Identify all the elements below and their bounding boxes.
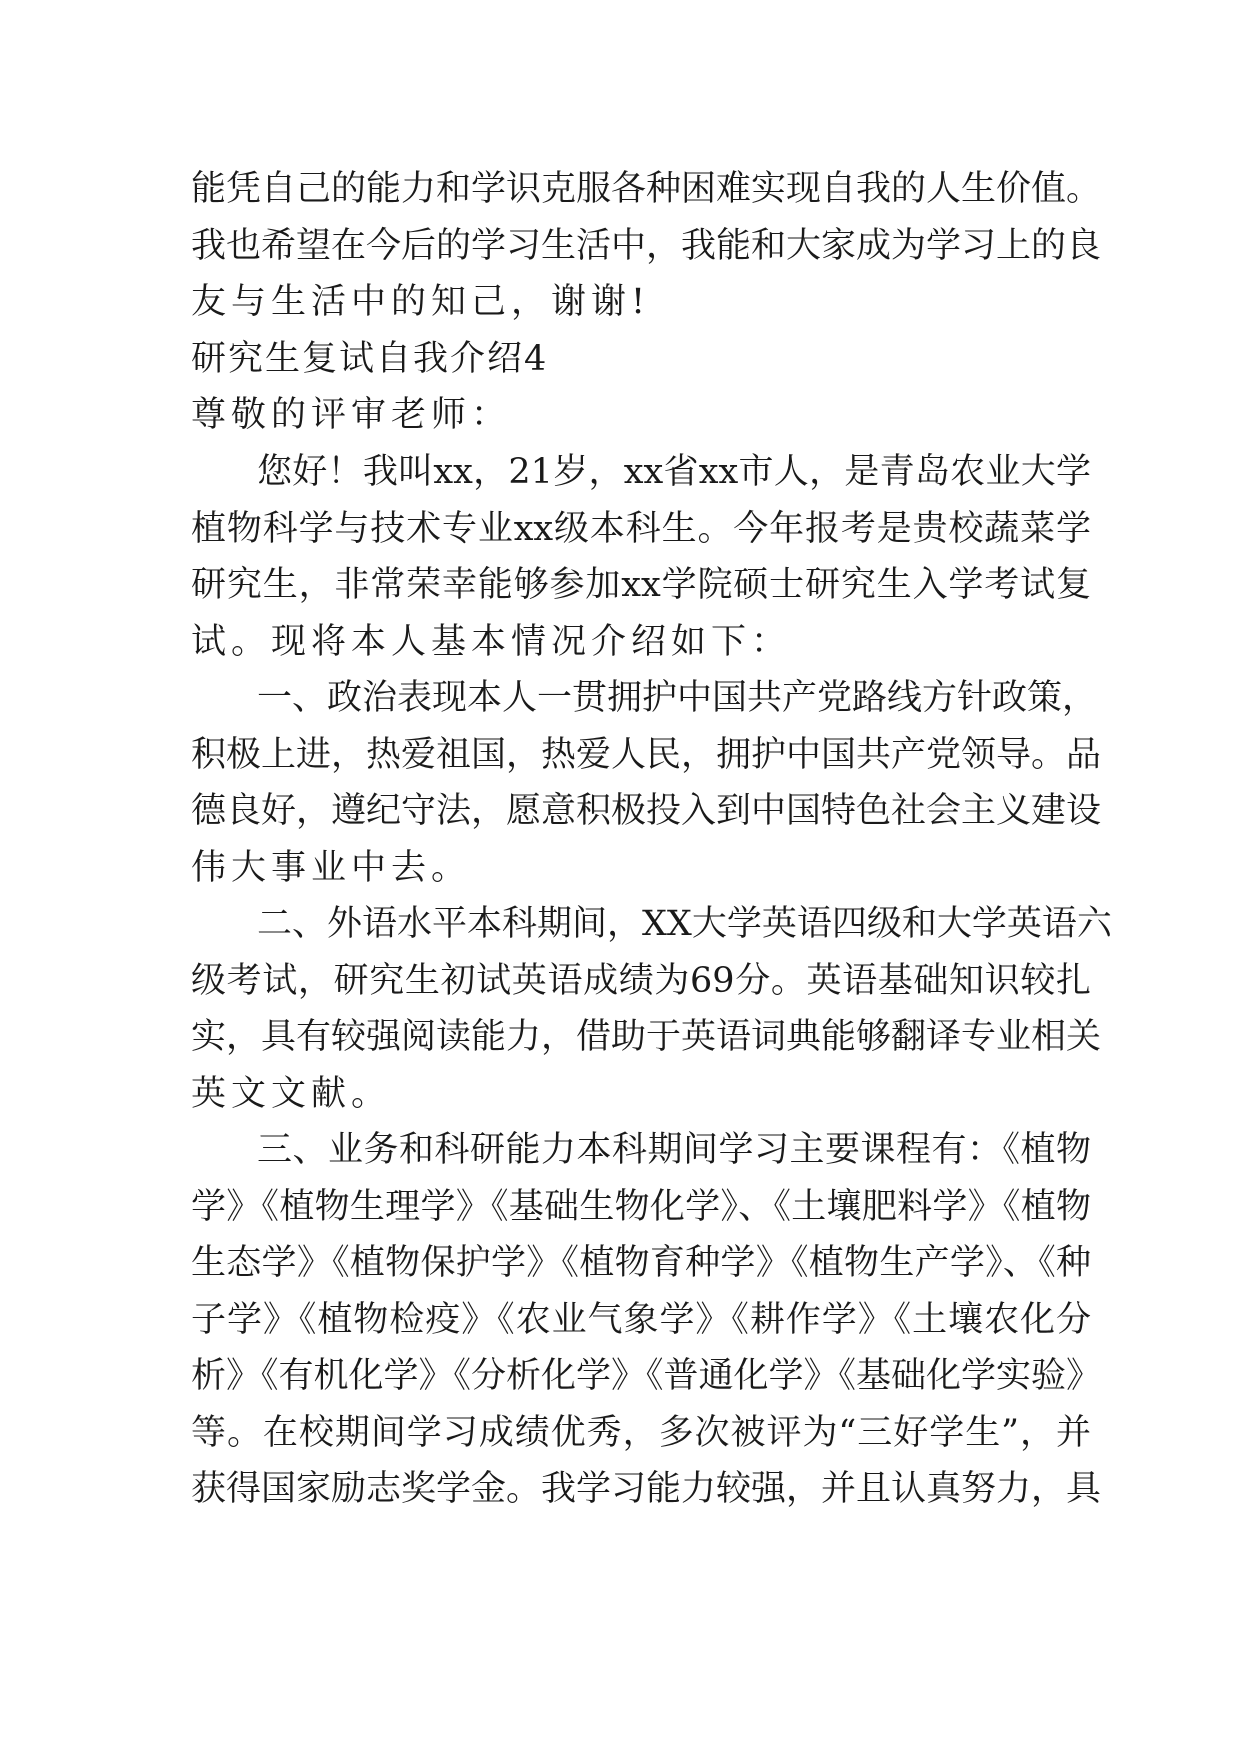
- paragraph-line: 二、外语水平本科期间，XX大学英语四级和大学英语六: [257, 904, 1112, 944]
- paragraph-line: 析》《有机化学》《分析化学》《普通化学》《基础化学实验》: [191, 1356, 1102, 1396]
- paragraph-line: 获得国家励志奖学金。我学习能力较强，并且认真努力，具: [191, 1469, 1102, 1509]
- paragraph-line: 您好！我叫xx，21岁，xx省xx市人，是青岛农业大学: [257, 452, 1091, 492]
- paragraph-line: 子学》《植物检疫》《农业气象学》《耕作学》《土壤农化分: [191, 1300, 1091, 1340]
- paragraph-line: 级考试，研究生初试英语成绩为69分。英语基础知识较扎: [191, 961, 1091, 1001]
- paragraph-line: 试。现将本人基本情况介绍如下：: [191, 622, 792, 662]
- paragraph-line: 植物科学与技术专业xx级本科生。今年报考是贵校蔬菜学: [191, 509, 1091, 549]
- salutation: 尊敬的评审老师：: [191, 395, 512, 435]
- paragraph-line: 能凭自己的能力和学识克服各种困难实现自我的人生价值。: [191, 169, 1102, 209]
- paragraph-line: 友与生活中的知己，谢谢!: [191, 282, 651, 322]
- paragraph-line: 我也希望在今后的学习生活中，我能和大家成为学习上的良: [191, 226, 1102, 266]
- paragraph-line: 德良好，遵纪守法，愿意积极投入到中国特色社会主义建设: [191, 791, 1102, 831]
- paragraph-line: 生态学》《植物保护学》《植物育种学》《植物生产学》、《种: [191, 1243, 1091, 1283]
- paragraph-line: 英文文献。: [191, 1074, 392, 1114]
- paragraph-line: 学》《植物生理学》《基础生物化学》、《土壤肥料学》《植物: [191, 1187, 1091, 1227]
- paragraph-line: 伟大事业中去。: [191, 848, 472, 888]
- paragraph-line: 等。在校期间学习成绩优秀，多次被评为“三好学生”，并: [191, 1413, 1091, 1453]
- paragraph-line: 积极上进，热爱祖国，热爱人民，拥护中国共产党领导。品: [191, 735, 1102, 775]
- paragraph-line: 一、政治表现本人一贯拥护中国共产党路线方针政策，: [257, 678, 1098, 718]
- paragraph-line: 研究生，非常荣幸能够参加xx学院硕士研究生入学考试复: [191, 565, 1091, 605]
- paragraph-line: 实，具有较强阅读能力，借助于英语词典能够翻译专业相关: [191, 1017, 1102, 1057]
- paragraph-line: 三、业务和科研能力本科期间学习主要课程有：《植物: [257, 1130, 1091, 1170]
- section-heading: 研究生复试自我介绍4: [191, 339, 549, 379]
